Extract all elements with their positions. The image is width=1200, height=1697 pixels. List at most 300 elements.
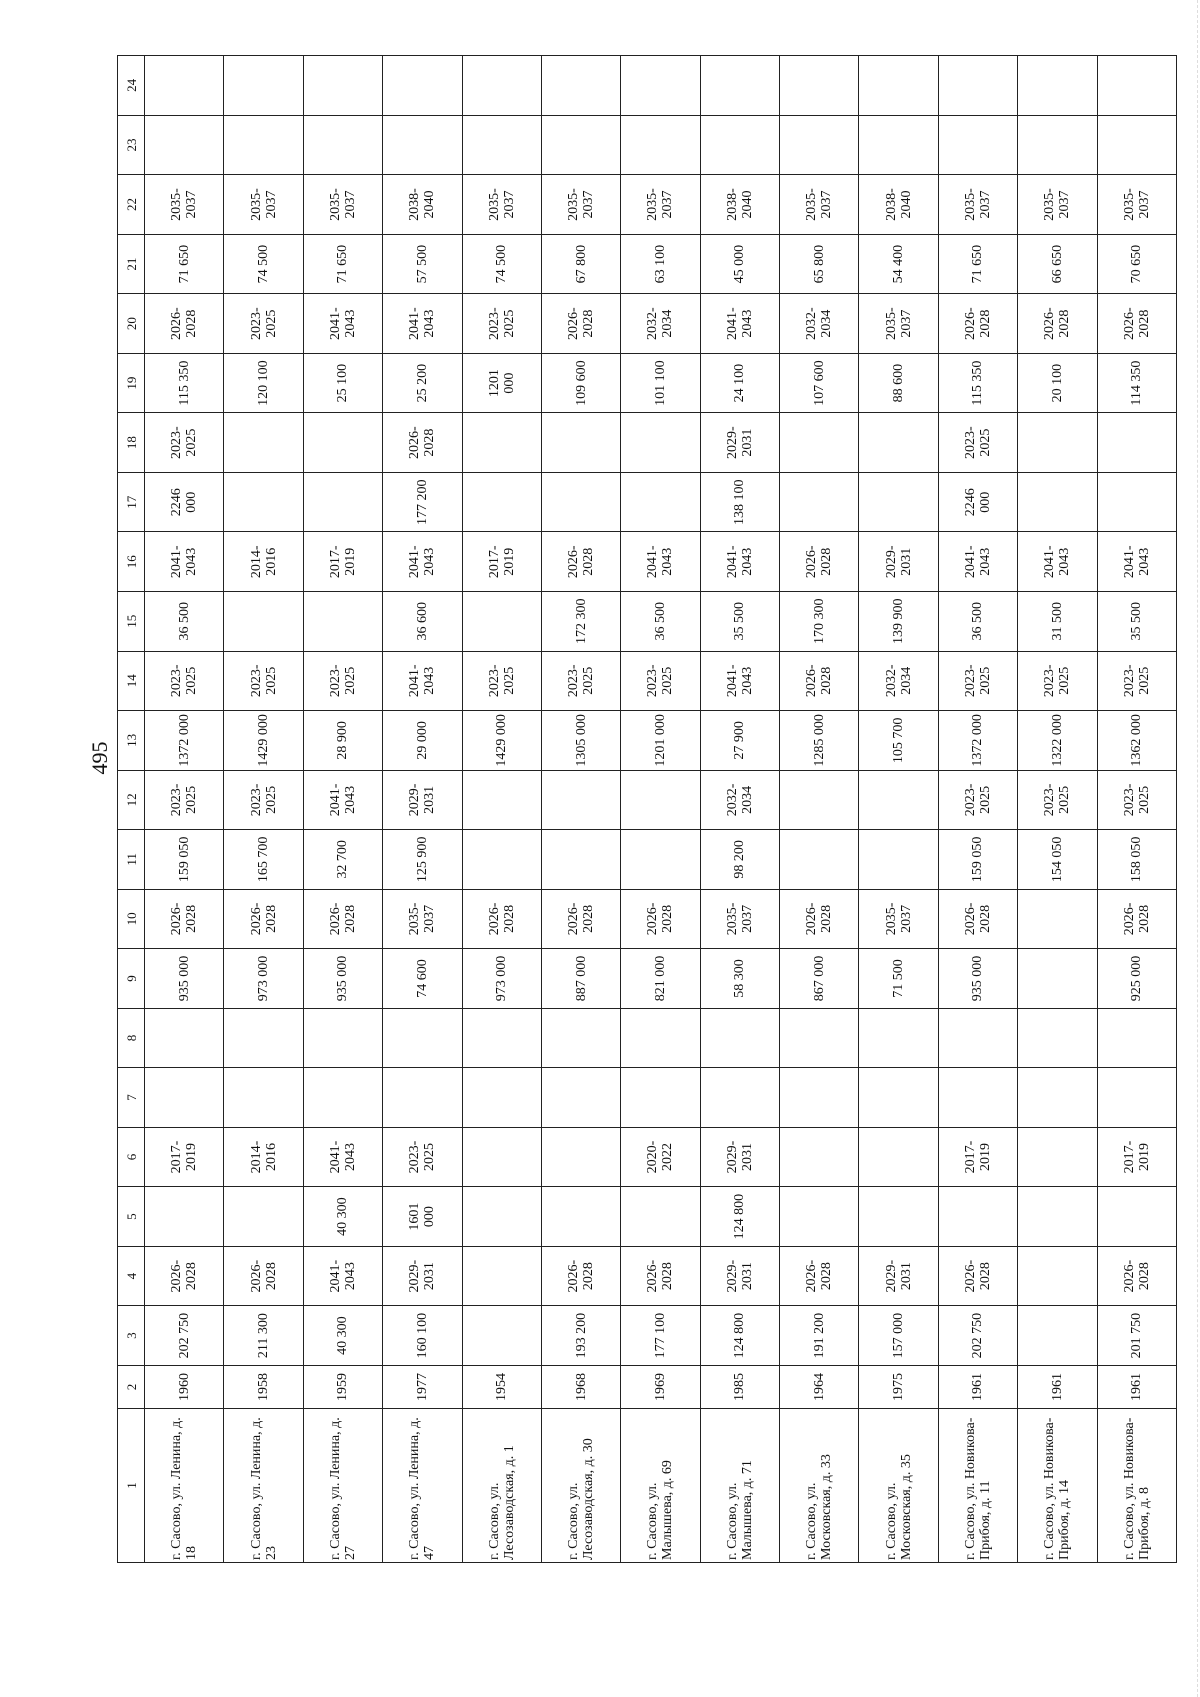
table-cell [1018, 1187, 1097, 1247]
table-cell: 2032- 2034 [621, 294, 700, 354]
table-cell: 2026- 2028 [1018, 294, 1097, 354]
table-cell [224, 56, 303, 116]
table-cell: 1985 [700, 1365, 779, 1408]
table-cell [541, 770, 620, 830]
table-cell: 2023- 2025 [1097, 770, 1177, 830]
table-cell [621, 770, 700, 830]
table-cell: 2038- 2040 [859, 175, 938, 235]
table-cell [1018, 1008, 1097, 1068]
table-cell: 1201 000 [621, 711, 700, 771]
table-cell: 58 300 [700, 949, 779, 1009]
table-cell [541, 1008, 620, 1068]
column-header: 1 [118, 1409, 145, 1563]
table-cell: 177 200 [383, 472, 462, 532]
table-cell [1097, 115, 1177, 175]
table-cell: 1954 [462, 1365, 541, 1408]
table-cell [224, 592, 303, 652]
table-cell: 1961 [1018, 1365, 1097, 1408]
table-cell: 1958 [224, 1365, 303, 1408]
table-cell [859, 472, 938, 532]
address-cell: г. Сасово, ул. Ленина, д. 18 [145, 1409, 224, 1563]
table-cell: 170 300 [780, 592, 859, 652]
table-cell: 201 750 [1097, 1306, 1177, 1366]
table-cell: 2026- 2028 [145, 1246, 224, 1306]
table-cell: 193 200 [541, 1306, 620, 1366]
table-cell: 2041- 2043 [700, 651, 779, 711]
column-header: 14 [118, 651, 145, 711]
table-cell: 2038- 2040 [383, 175, 462, 235]
table-cell: 2026- 2028 [224, 1246, 303, 1306]
table-cell: 2023- 2025 [224, 294, 303, 354]
table-cell [462, 770, 541, 830]
table-body [145, 56, 1177, 1563]
table-cell: 70 650 [1097, 234, 1177, 294]
table-cell [303, 1008, 382, 1068]
table-cell: 2035- 2037 [780, 175, 859, 235]
table-cell [303, 592, 382, 652]
table-cell: 74 600 [383, 949, 462, 1009]
column-header: 17 [118, 472, 145, 532]
table-cell [145, 1008, 224, 1068]
table-cell: 1601 000 [383, 1187, 462, 1247]
table-cell: 2026- 2028 [303, 889, 382, 949]
table-cell [1018, 413, 1097, 473]
column-header: 13 [118, 711, 145, 771]
table-cell: 2017- 2019 [462, 532, 541, 592]
table-cell: 2041- 2043 [700, 532, 779, 592]
table-cell: 157 000 [859, 1306, 938, 1366]
table-cell [1018, 1127, 1097, 1187]
table-cell [462, 413, 541, 473]
table-cell: 88 600 [859, 353, 938, 413]
table-cell: 2041- 2043 [303, 1127, 382, 1187]
page-number: 495 [87, 741, 112, 775]
table-cell [1018, 115, 1097, 175]
table-cell: 2026- 2028 [541, 294, 620, 354]
table-cell: 2032- 2034 [859, 651, 938, 711]
table-cell [780, 1127, 859, 1187]
table-cell: 1372 000 [145, 711, 224, 771]
table-cell: 115 350 [145, 353, 224, 413]
table-cell: 2026- 2028 [145, 294, 224, 354]
address-cell: г. Сасово, ул. Новикова-Прибоя, д. 11 [938, 1409, 1017, 1563]
table-cell: 63 100 [621, 234, 700, 294]
table-cell: 2023- 2025 [938, 413, 1017, 473]
table-cell: 74 500 [462, 234, 541, 294]
column-header: 8 [118, 1008, 145, 1068]
table-cell [621, 413, 700, 473]
table-cell [462, 1246, 541, 1306]
table-row [383, 56, 462, 1563]
table-cell [938, 56, 1017, 116]
table-cell: 28 900 [303, 711, 382, 771]
table-cell: 2026- 2028 [780, 532, 859, 592]
table-cell [462, 1127, 541, 1187]
table-cell: 160 100 [383, 1306, 462, 1366]
table-cell: 2041- 2043 [621, 532, 700, 592]
table-cell: 36 500 [938, 592, 1017, 652]
table-cell: 2014- 2016 [224, 532, 303, 592]
table-cell: 124 800 [700, 1187, 779, 1247]
table-cell: 54 400 [859, 234, 938, 294]
table-cell: 1305 000 [541, 711, 620, 771]
table-cell [859, 115, 938, 175]
table-cell [621, 830, 700, 890]
address-cell: г. Сасово, ул. Малышева, д. 69 [621, 1409, 700, 1563]
table-cell [780, 1008, 859, 1068]
table-cell: 925 000 [1097, 949, 1177, 1009]
table-cell: 2029- 2031 [700, 1246, 779, 1306]
table-cell [541, 115, 620, 175]
table-cell [859, 1068, 938, 1128]
table-cell: 36 500 [145, 592, 224, 652]
table-cell [541, 1127, 620, 1187]
table-cell [859, 770, 938, 830]
table-row [859, 56, 938, 1563]
table-cell: 2246 000 [145, 472, 224, 532]
table-cell: 71 650 [938, 234, 1017, 294]
table-row [938, 56, 1017, 1563]
table-cell [1018, 56, 1097, 116]
table-cell [621, 115, 700, 175]
table-cell [462, 830, 541, 890]
table-cell: 31 500 [1018, 592, 1097, 652]
table-row [145, 56, 224, 1563]
table-cell [1097, 472, 1177, 532]
table-cell: 66 650 [1018, 234, 1097, 294]
table-cell: 2023- 2025 [462, 294, 541, 354]
table-cell [859, 56, 938, 116]
table-cell [1018, 1068, 1097, 1128]
table-cell [541, 413, 620, 473]
table-cell: 1372 000 [938, 711, 1017, 771]
table-row [303, 56, 382, 1563]
table-row [1097, 56, 1177, 1563]
table-cell: 1961 [938, 1365, 1017, 1408]
column-header: 12 [118, 770, 145, 830]
table-cell: 2246 000 [938, 472, 1017, 532]
table-cell: 2035- 2037 [145, 175, 224, 235]
table-cell: 2023- 2025 [541, 651, 620, 711]
table-cell: 71 500 [859, 949, 938, 1009]
rotated-table-container [117, 55, 1177, 1563]
table-cell: 2035- 2037 [1018, 175, 1097, 235]
table-cell [700, 56, 779, 116]
table-cell: 2017- 2019 [1097, 1127, 1177, 1187]
table-cell: 2041- 2043 [383, 532, 462, 592]
column-header: 15 [118, 592, 145, 652]
table-cell: 1961 [1097, 1365, 1177, 1408]
table-cell: 867 000 [780, 949, 859, 1009]
table-cell: 2041- 2043 [145, 532, 224, 592]
table-cell [224, 1068, 303, 1128]
table-cell: 2029- 2031 [859, 1246, 938, 1306]
table-row [780, 56, 859, 1563]
table-cell: 2035- 2037 [859, 889, 938, 949]
column-header: 4 [118, 1246, 145, 1306]
table-cell: 887 000 [541, 949, 620, 1009]
table-cell [541, 830, 620, 890]
address-cell: г. Сасово, ул. Московская, д. 35 [859, 1409, 938, 1563]
table-cell: 202 750 [145, 1306, 224, 1366]
table-cell [462, 1306, 541, 1366]
table-cell: 2026- 2028 [541, 1246, 620, 1306]
column-header: 23 [118, 115, 145, 175]
address-cell: г. Сасово, ул. Лесозаводская, д. 1 [462, 1409, 541, 1563]
table-cell: 973 000 [224, 949, 303, 1009]
address-cell: г. Сасово, ул. Ленина, д. 27 [303, 1409, 382, 1563]
table-cell: 1429 000 [462, 711, 541, 771]
table-cell: 2041- 2043 [383, 651, 462, 711]
table-cell [224, 115, 303, 175]
table-cell [145, 1068, 224, 1128]
table-cell: 67 800 [541, 234, 620, 294]
table-cell [462, 56, 541, 116]
table-cell: 40 300 [303, 1187, 382, 1247]
table-cell: 1964 [780, 1365, 859, 1408]
table-cell [462, 1008, 541, 1068]
table-cell [1097, 1008, 1177, 1068]
table-cell: 2026- 2028 [145, 889, 224, 949]
table-cell: 2035- 2037 [859, 294, 938, 354]
table-cell: 29 000 [383, 711, 462, 771]
table-cell: 2014- 2016 [224, 1127, 303, 1187]
table-cell: 973 000 [462, 949, 541, 1009]
table-cell: 1969 [621, 1365, 700, 1408]
table-cell: 2029- 2031 [383, 770, 462, 830]
table-row [700, 56, 779, 1563]
table-cell: 2026- 2028 [621, 1246, 700, 1306]
column-header: 24 [118, 56, 145, 116]
table-cell: 24 100 [700, 353, 779, 413]
table-cell: 2023- 2025 [145, 413, 224, 473]
table-cell: 2041- 2043 [303, 1246, 382, 1306]
table-cell: 2026- 2028 [780, 889, 859, 949]
table-cell: 2035- 2037 [938, 175, 1017, 235]
table-cell [859, 413, 938, 473]
table-cell: 159 050 [145, 830, 224, 890]
table-cell: 2035- 2037 [700, 889, 779, 949]
table-cell [145, 115, 224, 175]
table-cell: 2017- 2019 [145, 1127, 224, 1187]
table-row [462, 56, 541, 1563]
table-cell [145, 1187, 224, 1247]
table-cell [780, 115, 859, 175]
table-cell: 2017- 2019 [938, 1127, 1017, 1187]
table-cell [303, 413, 382, 473]
table-row [621, 56, 700, 1563]
table-cell [383, 115, 462, 175]
table-cell: 1285 000 [780, 711, 859, 771]
table-cell: 191 200 [780, 1306, 859, 1366]
table-cell: 107 600 [780, 353, 859, 413]
table-cell: 98 200 [700, 830, 779, 890]
housing-repair-schedule-table [117, 55, 1177, 1563]
table-cell: 2023- 2025 [224, 770, 303, 830]
table-cell [1097, 413, 1177, 473]
table-cell: 2023- 2025 [145, 770, 224, 830]
table-cell [780, 1068, 859, 1128]
table-cell: 120 100 [224, 353, 303, 413]
table-cell [303, 1068, 382, 1128]
column-header: 9 [118, 949, 145, 1009]
table-cell: 2026- 2028 [383, 413, 462, 473]
table-cell: 20 100 [1018, 353, 1097, 413]
table-cell [780, 413, 859, 473]
table-cell: 2023- 2025 [938, 651, 1017, 711]
table-cell: 2023- 2025 [938, 770, 1017, 830]
table-cell: 2032- 2034 [700, 770, 779, 830]
table-cell [859, 1008, 938, 1068]
table-cell: 2026- 2028 [1097, 1246, 1177, 1306]
table-cell: 2026- 2028 [224, 889, 303, 949]
table-cell [462, 115, 541, 175]
address-cell: г. Сасово, ул. Ленина, д. 47 [383, 1409, 462, 1563]
table-cell: 2041- 2043 [383, 294, 462, 354]
table-cell: 1968 [541, 1365, 620, 1408]
table-cell: 109 600 [541, 353, 620, 413]
address-cell: г. Сасово, ул. Новикова-Прибоя, д. 14 [1018, 1409, 1097, 1563]
table-cell [621, 472, 700, 532]
table-cell: 1362 000 [1097, 711, 1177, 771]
table-cell [383, 56, 462, 116]
table-cell: 154 050 [1018, 830, 1097, 890]
table-cell [462, 1187, 541, 1247]
table-cell [938, 1008, 1017, 1068]
table-cell: 1960 [145, 1365, 224, 1408]
table-cell [383, 1068, 462, 1128]
table-cell [700, 1068, 779, 1128]
column-number-header-row [118, 56, 145, 1563]
table-cell: 2029- 2031 [700, 1127, 779, 1187]
table-cell: 2026- 2028 [541, 889, 620, 949]
table-cell: 2026- 2028 [780, 651, 859, 711]
table-cell: 2023- 2025 [621, 651, 700, 711]
table-cell: 2029- 2031 [859, 532, 938, 592]
table-cell: 2035- 2037 [462, 175, 541, 235]
table-cell: 2023- 2025 [462, 651, 541, 711]
table-cell [700, 1008, 779, 1068]
table-cell: 25 200 [383, 353, 462, 413]
table-cell [1097, 1187, 1177, 1247]
table-cell: 1959 [303, 1365, 382, 1408]
table-cell: 2035- 2037 [1097, 175, 1177, 235]
table-cell: 2017- 2019 [303, 532, 382, 592]
table-cell: 2026- 2028 [1097, 889, 1177, 949]
table-cell [224, 1187, 303, 1247]
address-cell: г. Сасово, ул. Малышева, д. 71 [700, 1409, 779, 1563]
table-cell: 1201 000 [462, 353, 541, 413]
address-cell: г. Сасово, ул. Новикова-Прибоя, д. 8 [1097, 1409, 1177, 1563]
column-header: 2 [118, 1365, 145, 1408]
table-cell: 71 650 [145, 234, 224, 294]
table-cell [1018, 1246, 1097, 1306]
table-cell [224, 413, 303, 473]
table-cell: 2026- 2028 [938, 1246, 1017, 1306]
column-header: 6 [118, 1127, 145, 1187]
table-row [224, 56, 303, 1563]
table-cell [938, 115, 1017, 175]
table-cell [621, 1068, 700, 1128]
table-cell: 65 800 [780, 234, 859, 294]
table-cell [303, 56, 382, 116]
table-cell: 2026- 2028 [938, 294, 1017, 354]
table-cell [303, 115, 382, 175]
table-cell [541, 1187, 620, 1247]
table-cell: 114 350 [1097, 353, 1177, 413]
table-cell: 101 100 [621, 353, 700, 413]
table-row [1018, 56, 1097, 1563]
column-header: 5 [118, 1187, 145, 1247]
table-cell: 2035- 2037 [541, 175, 620, 235]
table-cell: 2041- 2043 [700, 294, 779, 354]
table-cell [224, 1008, 303, 1068]
table-cell: 2041- 2043 [1018, 532, 1097, 592]
table-cell [541, 472, 620, 532]
table-cell [462, 592, 541, 652]
column-header: 16 [118, 532, 145, 592]
column-header: 7 [118, 1068, 145, 1128]
address-cell: г. Сасово, ул. Лесозаводская, д. 30 [541, 1409, 620, 1563]
table-cell [859, 1187, 938, 1247]
table-cell: 2023- 2025 [1018, 651, 1097, 711]
table-cell: 2041- 2043 [303, 294, 382, 354]
column-header: 18 [118, 413, 145, 473]
table-cell: 2026- 2028 [938, 889, 1017, 949]
table-cell: 2026- 2028 [541, 532, 620, 592]
table-cell: 115 350 [938, 353, 1017, 413]
table-cell: 158 050 [1097, 830, 1177, 890]
table-cell [621, 56, 700, 116]
table-cell: 57 500 [383, 234, 462, 294]
table-cell [621, 1008, 700, 1068]
table-cell [224, 472, 303, 532]
table-cell: 2035- 2037 [383, 889, 462, 949]
table-cell: 202 750 [938, 1306, 1017, 1366]
table-cell [700, 115, 779, 175]
table-cell: 2041- 2043 [303, 770, 382, 830]
table-cell: 1429 000 [224, 711, 303, 771]
table-cell: 139 900 [859, 592, 938, 652]
column-header: 3 [118, 1306, 145, 1366]
table-cell [938, 1187, 1017, 1247]
table-cell [1018, 949, 1097, 1009]
table-cell: 2023- 2025 [1018, 770, 1097, 830]
table-cell: 74 500 [224, 234, 303, 294]
table-cell [303, 472, 382, 532]
table-row [541, 56, 620, 1563]
table-cell: 2023- 2025 [303, 651, 382, 711]
table-cell: 935 000 [145, 949, 224, 1009]
table-cell: 2026- 2028 [462, 889, 541, 949]
table-cell: 2035- 2037 [303, 175, 382, 235]
table-cell [1097, 1068, 1177, 1128]
table-cell: 2023- 2025 [224, 651, 303, 711]
table-cell: 1977 [383, 1365, 462, 1408]
column-header: 11 [118, 830, 145, 890]
table-cell [1018, 1306, 1097, 1366]
table-cell: 2029- 2031 [700, 413, 779, 473]
table-cell: 2023- 2025 [145, 651, 224, 711]
table-cell [859, 1127, 938, 1187]
table-cell: 2023- 2025 [383, 1127, 462, 1187]
table-cell: 2035- 2037 [224, 175, 303, 235]
table-cell [859, 830, 938, 890]
table-cell: 2026- 2028 [1097, 294, 1177, 354]
column-header: 20 [118, 294, 145, 354]
table-cell: 36 500 [621, 592, 700, 652]
table-cell [780, 1187, 859, 1247]
